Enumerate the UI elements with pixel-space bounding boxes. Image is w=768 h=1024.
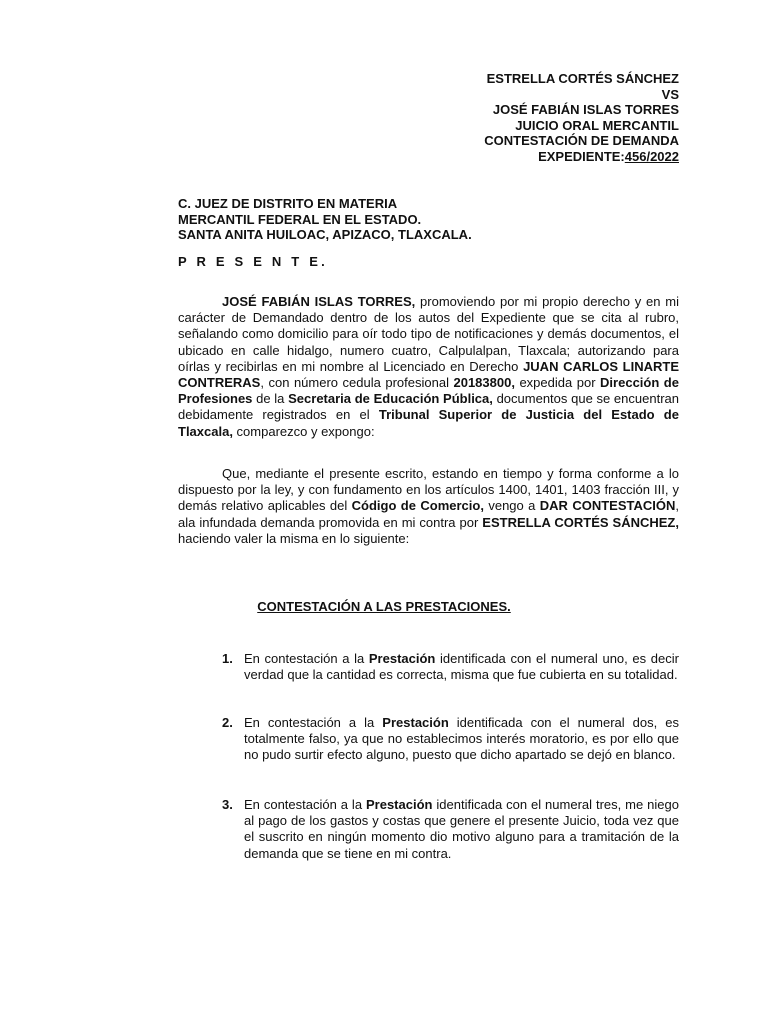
paragraph-text: de la — [252, 391, 289, 407]
file-number: 456/2022 — [624, 148, 679, 164]
paragraph-text: promoviendo por mi propio derecho y en mi carácter de Demandado dentro de los autos del Expediente que se cita al rubro, señalando como domicilio para oír todo tipo de notificaciones y demás documentos, el ubicado en calle hidalgo, numero cuatro, Calpulalpan, Tlaxcala; autorizando para oírlas y recibirlas en mi nombre al Licenciado en Derecho — [178, 294, 679, 374]
ministry-name: Secretaria de Educación Pública, — [288, 391, 493, 407]
item-text: identificada con el numeral uno, es decir verdad que la cantidad es correcta, misma que fue cubierta en su totalidad. — [244, 651, 679, 683]
list-item-text — [244, 797, 679, 862]
plaintiff-name: ESTRELLA CORTÉS SÁNCHEZ, — [482, 514, 679, 530]
paragraph-text: , con número cedula profesional — [260, 375, 454, 391]
license-number: 20183800, — [453, 375, 515, 391]
list-item — [222, 797, 679, 862]
list-item — [222, 715, 679, 764]
item-text: En contestación a la — [244, 715, 383, 730]
paragraph-text: Que, mediante el presente escrito, estando en tiempo y forma conforme a lo dispuesto por la ley, y con fundamento en los artículos 1400, 1401, 1403 fracción III, y demás relativo aplicables del — [178, 466, 679, 514]
item-keyword: Prestación — [368, 651, 436, 666]
addressee-block — [178, 196, 472, 243]
paragraph-appearance — [178, 294, 679, 440]
addressee-line: SANTA ANITA HUILOAC, APIZACO, TLAXCALA. — [178, 227, 472, 242]
item-text: En contestación a la — [244, 797, 366, 812]
item-text: identificada con el numeral dos, es totalmente falso, ya que no establecimos interés moratorio, es por ello que no pudo surtir efecto alguno, puesto que dicho apartado se dejó en blanco. — [244, 715, 679, 763]
list-item-number: 3. — [222, 797, 233, 812]
caption-file — [484, 149, 679, 165]
item-keyword: Prestación — [365, 797, 433, 812]
addressee-line: C. JUEZ DE DISTRITO EN MATERIA — [178, 196, 398, 211]
paragraph-text: , ala infundada demanda promovida en mi contra por — [178, 498, 679, 530]
addressee-line: MERCANTIL FEDERAL EN EL ESTADO. — [178, 211, 422, 227]
section-title: CONTESTACIÓN A LAS PRESTACIONES. — [257, 599, 511, 614]
item-text: En contestación a la — [244, 651, 369, 666]
paragraph-text: comparezco y expongo: — [232, 423, 375, 439]
list-item — [222, 651, 679, 683]
list-item-number: 1. — [222, 651, 233, 666]
paragraph-text: vengo a — [483, 498, 540, 514]
paragraph-text: documentos que se encuentran debidamente registrados en el — [178, 391, 679, 423]
response-phrase: DAR CONTESTACIÓN — [539, 498, 676, 514]
item-text: identificada con el numeral tres, me niego al pago de los gastos y costas que genere el presente Juicio, toda vez que el suscrito en ningún momento dio motivo alguno para a tramitación de la demanda que se tiene en mi contra. — [244, 797, 679, 861]
list-item-text — [244, 715, 679, 764]
paragraph-text: expedida por — [514, 375, 601, 391]
case-caption — [484, 71, 679, 164]
list-item-text — [244, 651, 679, 683]
caption-versus: VS — [661, 86, 679, 102]
issuing-office: Dirección de Profesiones — [178, 375, 679, 407]
caption-document-type: CONTESTACIÓN DE DEMANDA — [484, 133, 679, 148]
code-name: Código de Comercio, — [351, 498, 484, 514]
defendant-name: JOSÉ FABIÁN ISLAS TORRES, — [222, 294, 416, 309]
caption-defendant: JOSÉ FABIÁN ISLAS TORRES — [492, 102, 679, 117]
caption-actor: ESTRELLA CORTÉS SÁNCHEZ — [486, 71, 679, 86]
paragraph-response — [178, 466, 679, 547]
list-item-number: 2. — [222, 715, 233, 730]
court-name: Tribunal Superior de Justicia del Estado de Tlaxcala, — [178, 407, 679, 439]
paragraph-text: haciendo valer la misma en lo siguiente: — [178, 530, 410, 546]
greeting: P R E S E N T E. — [178, 254, 328, 269]
lawyer-name: JUAN CARLOS LINARTE CONTRERAS — [178, 358, 679, 391]
item-keyword: Prestación — [382, 715, 449, 730]
caption-trial-type: JUICIO ORAL MERCANTIL — [515, 117, 679, 133]
file-label: EXPEDIENTE: — [538, 148, 625, 164]
